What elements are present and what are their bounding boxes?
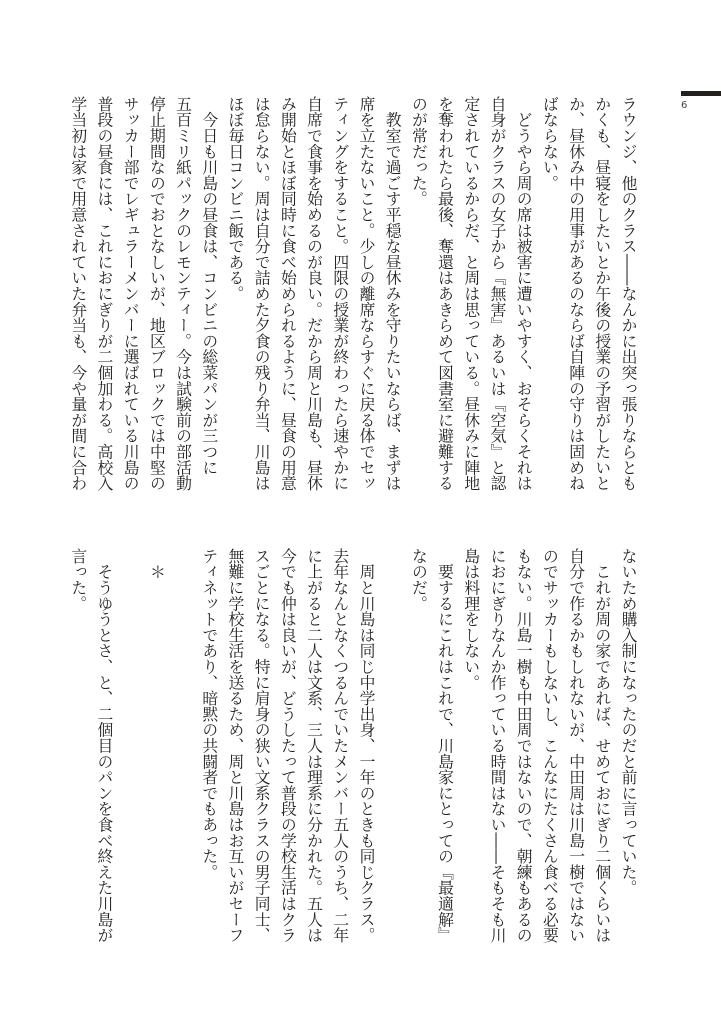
text-line: ティネットであり、暗黙の共闘者でもあった。 xyxy=(199,548,219,880)
text-line: 今日も川島の昼食は、コンビニの総菜パンが三つに xyxy=(199,96,219,476)
text-line: のが常だった。 xyxy=(409,96,429,207)
text-line: 無難に学校生活を送るため、周と川島はお互いがセーフ xyxy=(225,548,245,943)
text-line xyxy=(169,548,195,948)
text-line: ばならない。 xyxy=(540,96,560,191)
text-line: そうゆうとさ、と、二個目のパンを食べ終えた川島が xyxy=(94,548,114,943)
text-line: 自身がクラスの女子から『無害』あるいは『空気』と認 xyxy=(487,96,507,491)
text-line: 定されているからだ、と周は思っている。昼休みに陣地 xyxy=(461,96,481,491)
text-line: 五百ミリ紙パックのレモンティー。今は試験前の部活動 xyxy=(173,96,193,491)
text-line: のでサッカーもしないし、こんなにたくさん食べる必要 xyxy=(540,548,560,943)
text-line: 言った。 xyxy=(68,548,88,612)
text-line: 自席で食事を始めるのが良い。だから周と川島も、昼休 xyxy=(304,96,324,491)
text-line: か、昼休み中の用事があるのならば自陣の守りは固めね xyxy=(566,96,586,491)
text-line: 要するにこれはこれで、川島家にとっての『最適解』 xyxy=(435,548,455,943)
text-line: もない。川島一樹も中田周ではないので、朝練もあるの xyxy=(514,548,534,943)
text-line: どうやら周の席は被害に遭いやすく、おそらくそれは xyxy=(514,96,534,491)
text-line: ラウンジ、他のクラス――なんかに出突っ張りならとも xyxy=(619,96,638,491)
text-line: 今でも仲は良いが、どうしたって普段の学校生活はクラ xyxy=(278,548,298,943)
text-line: ＊ xyxy=(147,548,167,580)
text-line: 周と川島は同じ中学出身、一年のときも同じクラス。 xyxy=(356,548,376,943)
text-line: 席を立たないこと。少しの離席ならすぐに戻る体でセッ xyxy=(356,96,376,491)
text-line xyxy=(379,548,405,948)
text-line: これが周の家であれば、せめておにぎり二個くらいは xyxy=(592,548,612,943)
text-line xyxy=(117,548,143,948)
text-line: かくも、昼寝をしたいとか午後の授業の予習がしたいと xyxy=(592,96,612,491)
text-line: 停止期間なのでおとなしいが、地区ブロックでは中堅の xyxy=(147,96,167,491)
text-line: 去年なんとなくつるんでいたメンバー五人のうち、二年 xyxy=(330,548,350,943)
text-line: 教室で過ごす平穏な昼休みを守りたいならば、まずは xyxy=(383,96,403,491)
text-line: ほぼ毎日コンビニ飯である。 xyxy=(225,96,245,302)
text-line: ないため購入制になったのだと前に言っていた。 xyxy=(619,548,638,896)
text-line: に上がると二人は文系、三人は理系に分かれた。五人は xyxy=(304,548,324,943)
text-line: 島は料理をしない。 xyxy=(461,548,481,691)
text-line: み開始とほぼ同時に食べ始められるように、昼食の用意 xyxy=(278,96,298,491)
text-line: 学当初は家で用意されていた弁当も、今や量が間に合わ xyxy=(68,96,88,491)
text-line: を奪われたら最後、奪還はあきらめて図書室に避難する xyxy=(435,96,455,491)
running-header-bar xyxy=(681,91,721,96)
text-line: ティングをすること。四限の授業が終わったら速やかに xyxy=(330,96,350,491)
text-block-top xyxy=(65,96,641,496)
page-number: 6 xyxy=(681,100,688,111)
text-line: スごとになる。特に肩身の狭い文系クラスの男子同士、 xyxy=(252,548,272,943)
text-line: 普段の昼食には、これにおにぎりが二個加わる。高校入 xyxy=(94,96,114,491)
text-line: 自分で作るかもしれないが、中田周は川島一樹ではない xyxy=(566,548,586,943)
text-line: サッカー部でレギュラーメンバーに選ばれている川島の xyxy=(121,96,141,491)
text-line: は怠らない。周は自分で詰めた夕食の残り弁当、川島は xyxy=(252,96,272,491)
text-line: なのだ。 xyxy=(409,548,429,612)
text-block-bottom xyxy=(65,548,641,948)
text-line: におにぎりなんか作っている時間はない――そもそも川 xyxy=(487,548,507,943)
